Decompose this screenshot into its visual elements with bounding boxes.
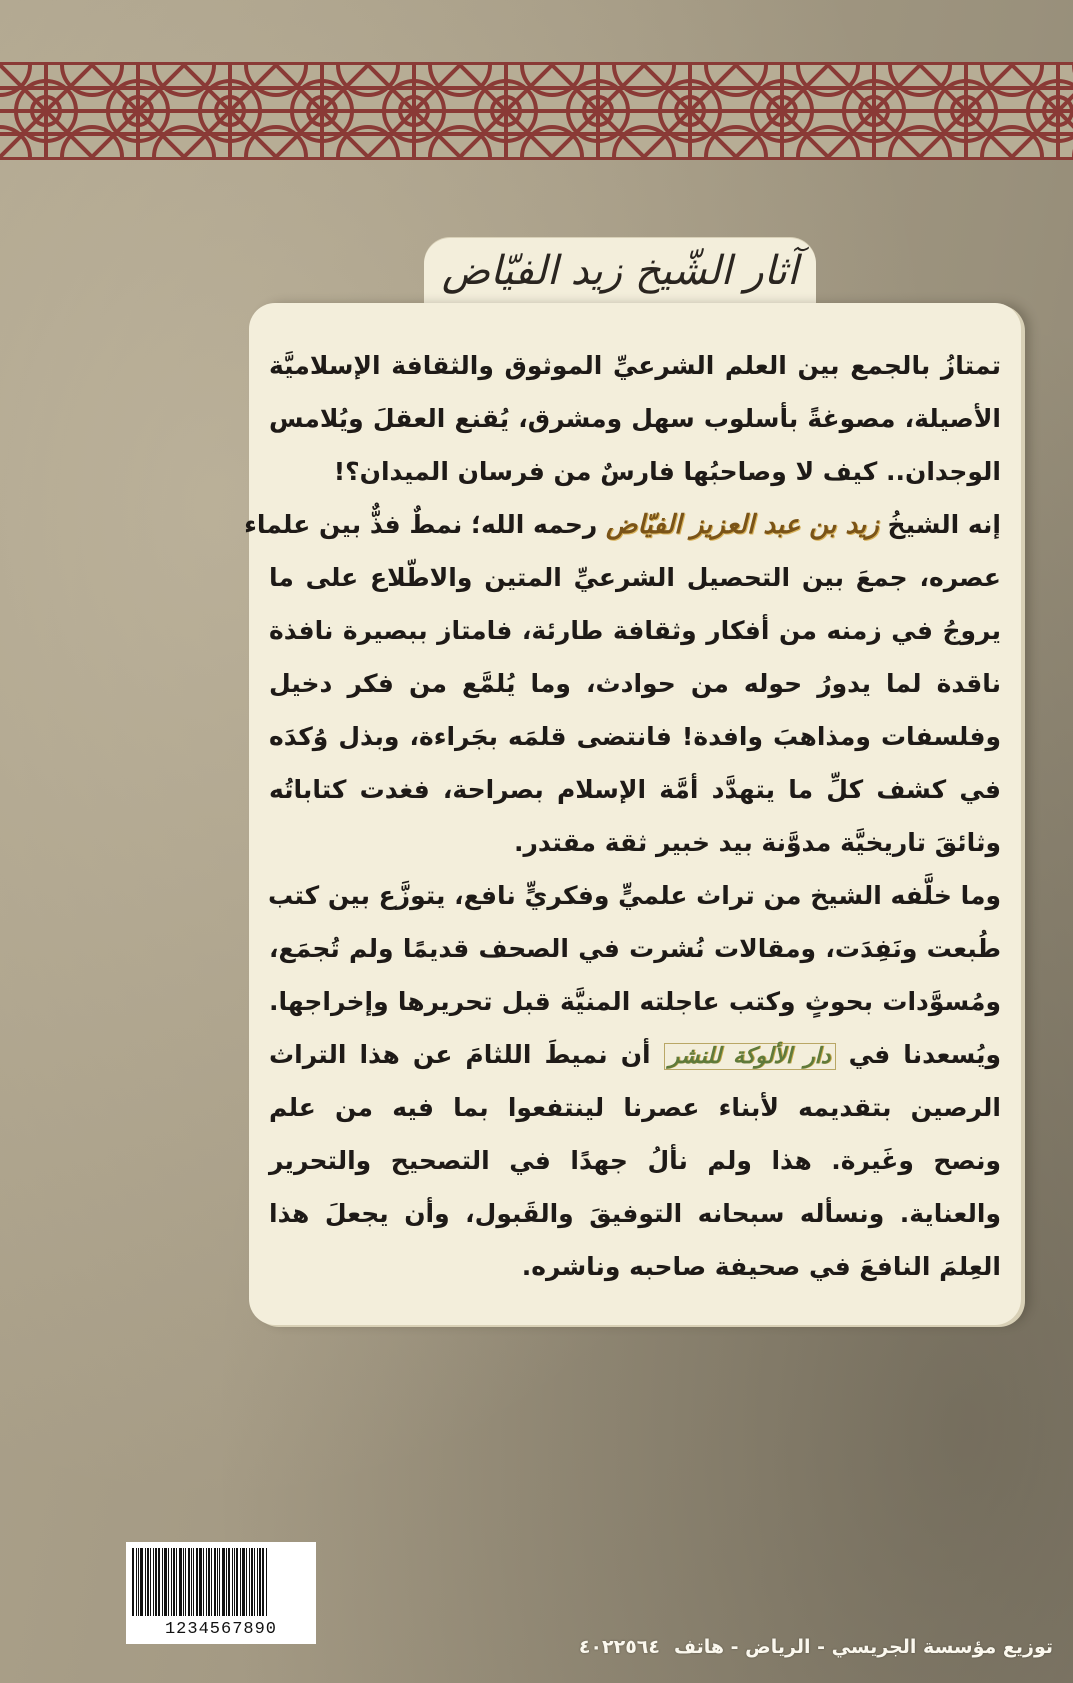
barcode-bar <box>145 1548 146 1616</box>
islamic-pattern-icon <box>0 65 1073 157</box>
barcode-bar <box>153 1548 154 1616</box>
barcode-bar <box>155 1548 157 1616</box>
body-text-line: تمتازُ بالجمع بين العلم الشرعيِّ الموثوق والثقافة الإسلاميَّة <box>269 351 1001 380</box>
series-title: آثار الشّيخ زيد الفيّاض <box>441 248 799 294</box>
body-text-line: الرصين بتقديمه لأبناء عصرنا لينتفعوا بما فيه من علم <box>269 1093 1001 1122</box>
body-text-line: ونصح وغَيرة. هذا ولم نألُ جهدًا في التصحيح والتحرير <box>269 1146 1001 1175</box>
body-text-line <box>269 1028 1001 1081</box>
barcode-bar <box>226 1548 227 1616</box>
body-text-line: العِلمَ النافعَ في صحيفة صاحبه وناشره. <box>521 1252 1001 1281</box>
distributor-text: توزيع مؤسسة الجريسي - الرياض - هاتف <box>674 1636 1053 1658</box>
phone-number: ٤٠٢٢٥٦٤ <box>578 1636 660 1658</box>
barcode-bar <box>191 1548 192 1616</box>
body-text-line: الوجدان.. كيف لا وصاحبُها فارسٌ من فرسان الميدان؟! <box>333 457 1001 486</box>
body-text-line <box>244 498 1001 551</box>
text-segment: إنه الشيخُ <box>887 510 1001 539</box>
barcode-bar <box>132 1548 134 1616</box>
description-panel <box>244 303 1021 1325</box>
barcode-bar <box>179 1548 182 1616</box>
text-segment: ويُسعدنا في <box>848 1040 1001 1069</box>
barcode-bar <box>259 1548 261 1616</box>
barcode-bar <box>168 1548 169 1616</box>
geometric-pattern-band <box>0 62 1073 160</box>
barcode-bar <box>158 1548 160 1616</box>
barcode-bar <box>249 1548 250 1616</box>
barcode-bar <box>138 1548 139 1616</box>
body-text-line: وفلسفات ومذاهبَ وافدة! فانتضى قلمَه بجَراءة، وبذل وُكدَه <box>269 722 1001 751</box>
body-text-line: عصره، جمعَ بين التحصيل الشرعيِّ المتين والاطّلاع على ما <box>269 563 1001 592</box>
barcode-bar <box>246 1548 247 1616</box>
barcode-bar <box>240 1548 241 1616</box>
barcode-bar <box>185 1548 186 1616</box>
barcode-bar <box>193 1548 194 1616</box>
text-segment: رحمه الله؛ نمطٌ فذٌّ بين علماء <box>244 510 598 539</box>
author-name-calligraphy: زيد بن عبد العزيز الفيّاض <box>606 510 879 540</box>
body-text-line: في كشف كلِّ ما يتهدَّد أمَّة الإسلام بصراحة، فغدت كتاباتُه <box>269 775 1001 804</box>
barcode-bar <box>242 1548 245 1616</box>
barcode-bar <box>232 1548 233 1616</box>
distributor-info <box>579 1636 1053 1658</box>
barcode-bar <box>251 1548 253 1616</box>
barcode-bar <box>183 1548 184 1616</box>
barcode <box>126 1542 316 1644</box>
barcode-bar <box>199 1548 202 1616</box>
barcode-number: 1234567890 <box>164 1620 278 1639</box>
barcode-bar <box>176 1548 177 1616</box>
barcode-bar <box>150 1548 151 1616</box>
barcode-bar <box>188 1548 190 1616</box>
barcode-bar <box>162 1548 163 1616</box>
barcode-bar <box>217 1548 218 1616</box>
barcode-bar <box>234 1548 235 1616</box>
body-text-line: الأصيلة، مصوغةً بأسلوب سهل ومشرق، يُقنع العقلَ ويُلامس <box>269 404 1001 433</box>
body-text-line: وثائقَ تاريخيَّة مدوَّنة بيد خبير ثقة مقتدر. <box>514 828 1001 857</box>
barcode-bar <box>147 1548 149 1616</box>
barcode-bar <box>257 1548 258 1616</box>
barcode-bar <box>211 1548 212 1616</box>
body-text-line: وما خلَّفه الشيخ من تراث علميٍّ وفكريٍّ نافع، يتوزَّع بين كتب <box>267 881 1001 910</box>
barcode-bar <box>262 1548 264 1616</box>
barcode-bar <box>266 1548 267 1616</box>
body-text-line: يروجُ في زمنه من أفكار وثقافة طارئة، فامتاز ببصيرة نافذة <box>269 616 1001 645</box>
barcode-bar <box>203 1548 204 1616</box>
body-text-line: ومُسوَّدات بحوثٍ وكتب عاجلته المنيَّة قبل تحريرها وإخراجها. <box>269 987 1001 1016</box>
text-segment: أن نميطَ اللثامَ عن هذا التراث <box>269 1040 651 1069</box>
barcode-bar <box>206 1548 207 1616</box>
body-text-line: طُبعت ونَفِدَت، ومقالات نُشرت في الصحف قديمًا ولم تُجمَع، <box>269 934 1001 963</box>
barcode-bar <box>228 1548 230 1616</box>
barcode-bar <box>219 1548 220 1616</box>
barcode-bar <box>136 1548 137 1616</box>
barcode-bar <box>214 1548 216 1616</box>
barcode-bar <box>236 1548 238 1616</box>
barcode-bar <box>222 1548 225 1616</box>
barcode-bar <box>171 1548 172 1616</box>
body-text-line: ناقدة لما يدورُ حوله من حوادث، وما يُلمَّع من فكر دخيل <box>269 669 1001 698</box>
barcode-bar <box>208 1548 210 1616</box>
publisher-logo: دار الألوكة للنشر <box>664 1043 836 1070</box>
barcode-bar <box>196 1548 198 1616</box>
barcode-bar <box>254 1548 255 1616</box>
barcode-bar <box>164 1548 167 1616</box>
barcode-bars <box>132 1548 310 1616</box>
barcode-bar <box>140 1548 143 1616</box>
barcode-bar <box>173 1548 175 1616</box>
body-text-line: والعناية. ونسأله سبحانه التوفيقَ والقَبول، وأن يجعلَ هذا <box>269 1199 1001 1228</box>
